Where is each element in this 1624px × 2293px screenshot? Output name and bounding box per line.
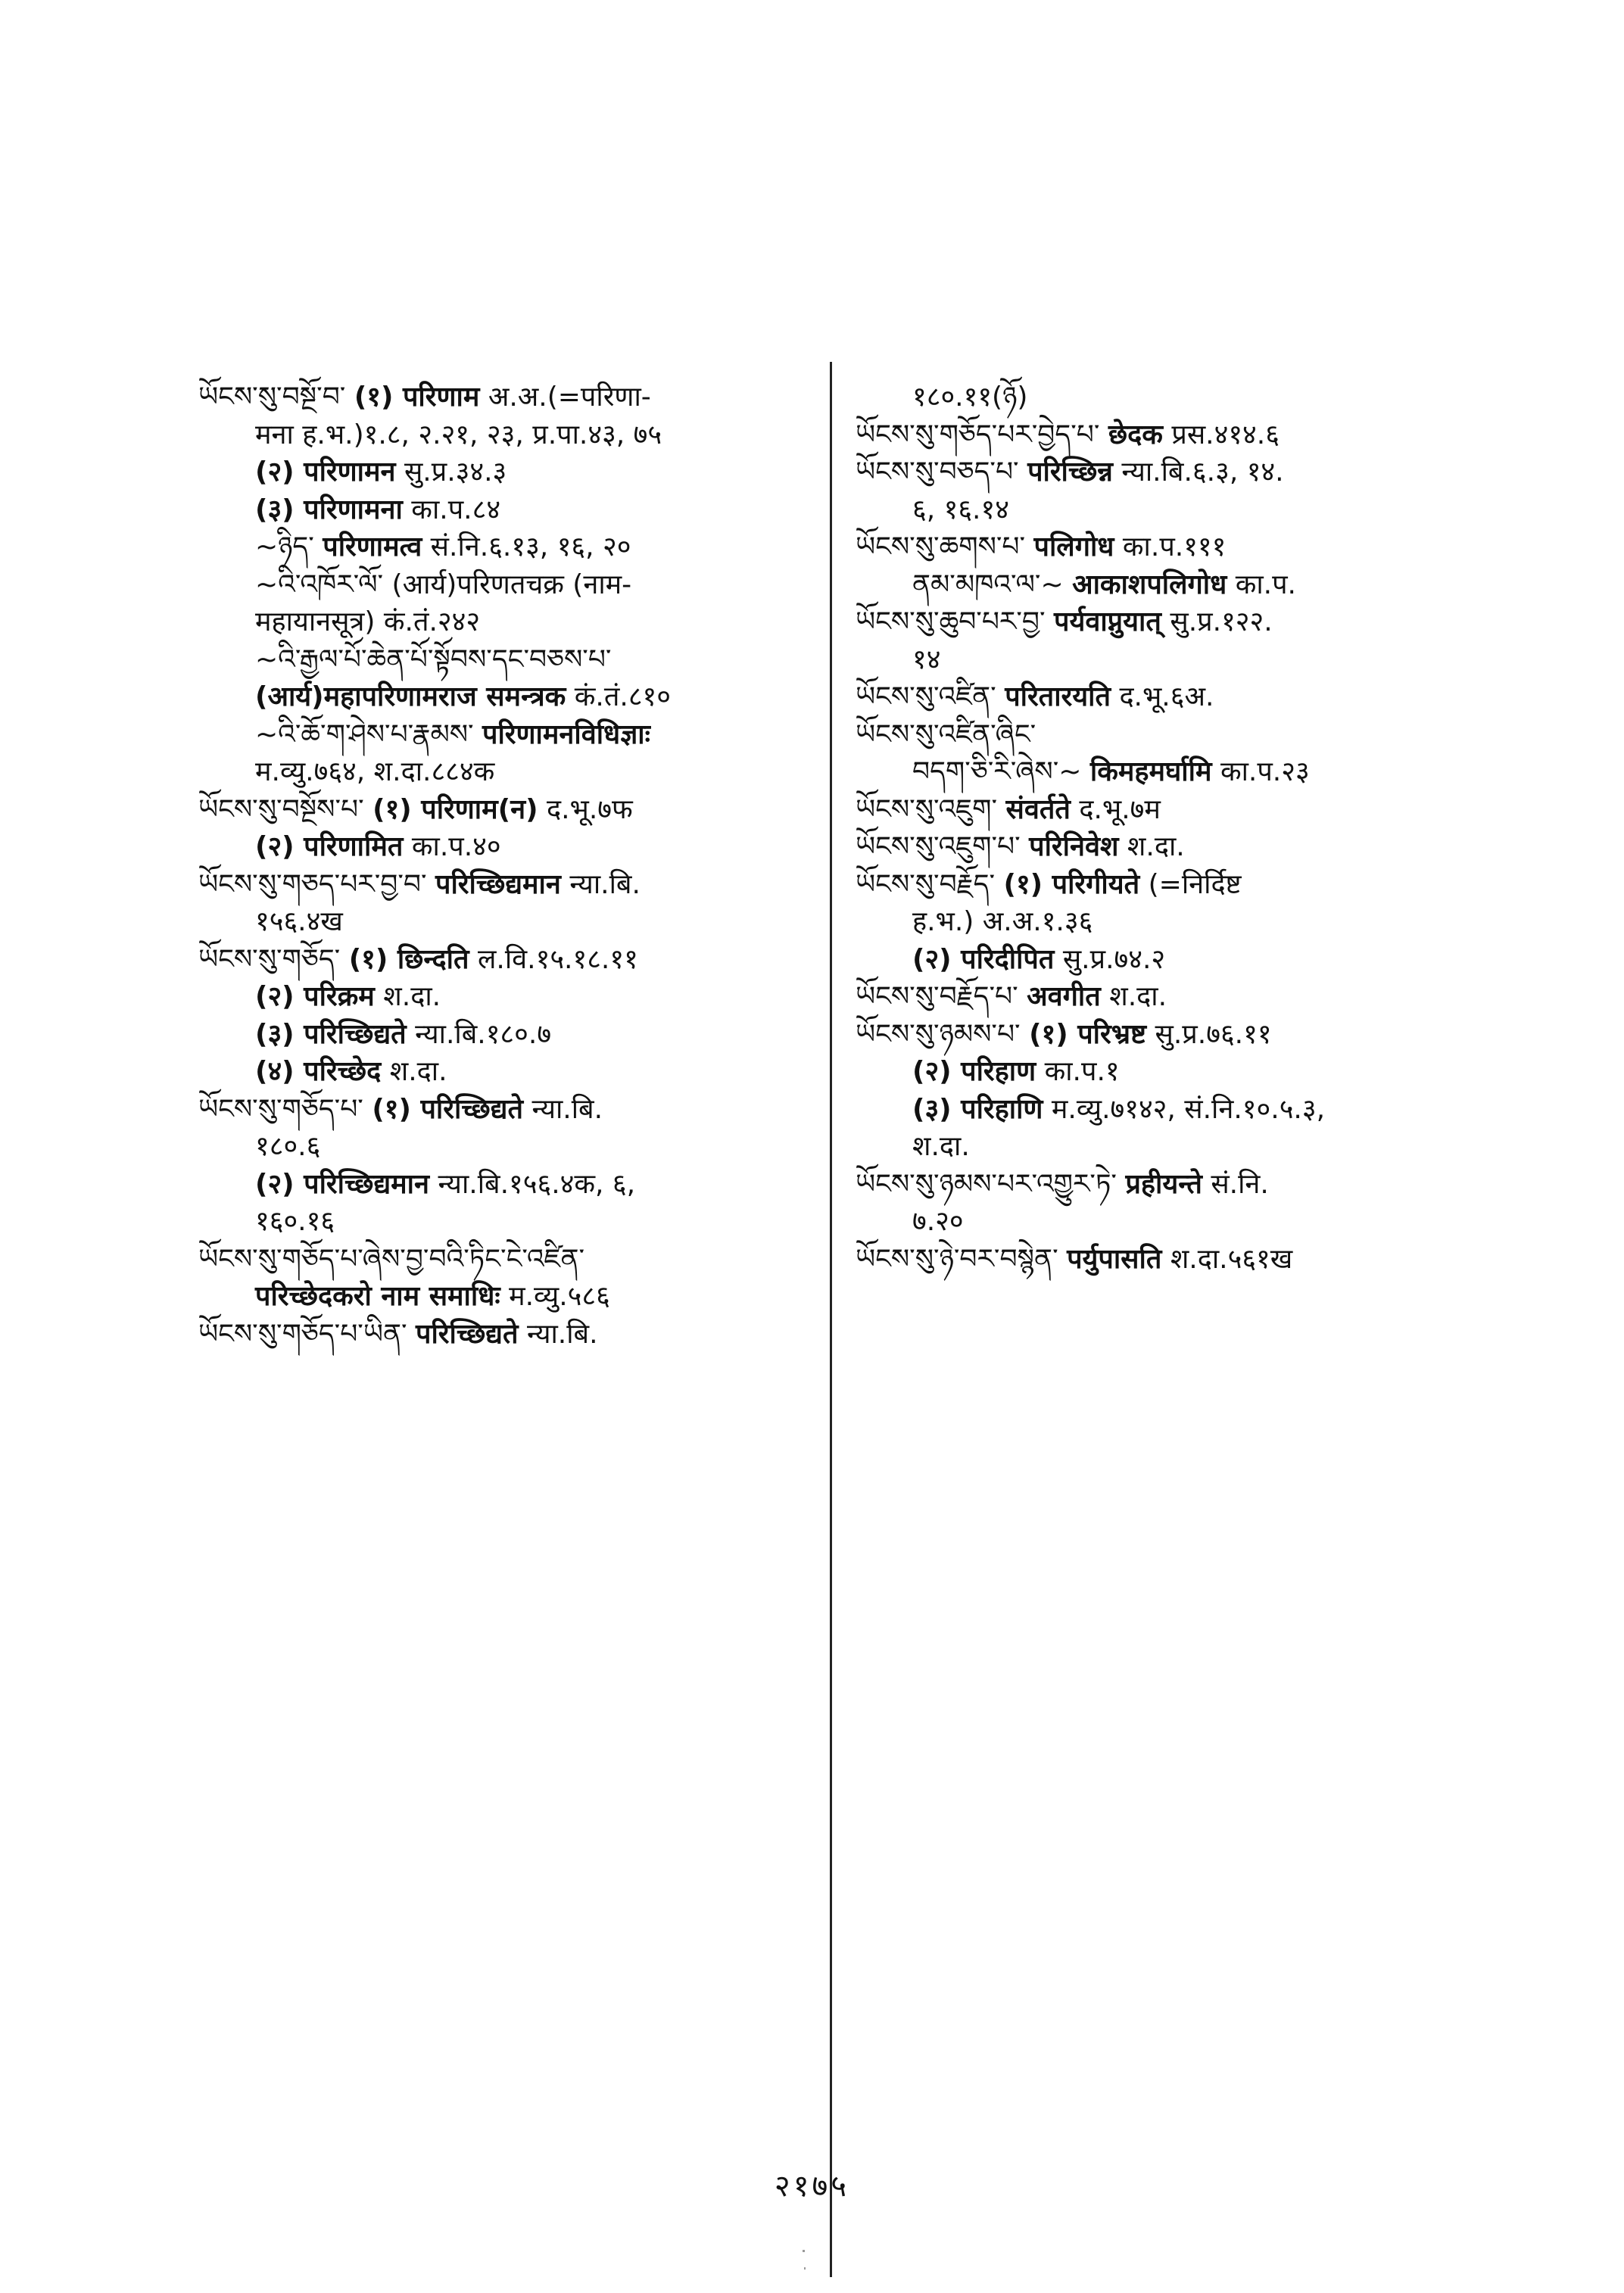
sanskrit-equivalent: परितारयति	[1005, 681, 1111, 712]
sanskrit-equivalent: परिच्छेदकरो नाम समाधिः	[255, 1281, 500, 1312]
entry-line	[198, 903, 827, 941]
entry-line	[856, 566, 1446, 604]
entry-line	[856, 716, 1446, 754]
entry-line	[856, 866, 1446, 904]
tibetan-headword: ཡོངས་སུ་འཛིན་	[856, 681, 996, 712]
source-reference: ६, १६.१४	[912, 494, 1009, 525]
source-reference: १८०.६	[255, 1131, 321, 1162]
entry-line	[198, 866, 827, 904]
entry-line	[856, 491, 1446, 529]
tibetan-headword: ཡོངས་སུ་གཅོད་པ་	[198, 1093, 363, 1125]
source-reference: ह.भ.) अ.अ.१.३६	[912, 906, 1093, 937]
entry-line	[856, 753, 1446, 791]
sanskrit-equivalent: (३) परिच्छिद्यते	[255, 1018, 407, 1050]
entry-line	[856, 978, 1446, 1016]
tibetan-headword: བདག་ཅི་རི་ཞེས་~	[912, 756, 1082, 787]
entry-line	[856, 641, 1446, 679]
sanskrit-equivalent: (३) परिणामना	[255, 494, 403, 525]
entry-line	[856, 1016, 1446, 1054]
tibetan-headword: ཡོངས་སུ་གཅོད་པར་བྱེད་པ་	[856, 419, 1100, 450]
source-reference: १४	[912, 643, 941, 675]
source-reference: श.दा.	[383, 981, 441, 1012]
sanskrit-equivalent: (१) परिभ्रष्ट	[1029, 1018, 1147, 1050]
entry-line	[856, 828, 1446, 866]
entry-line	[856, 678, 1446, 716]
tibetan-headword: ཡོངས་སུ་ཉམས་པར་འགྱུར་ཏེ་	[856, 1168, 1117, 1200]
tibetan-headword: ཡོངས་སུ་བརྗོད་	[856, 868, 996, 900]
source-reference: द.भू.७म	[1079, 793, 1161, 825]
sanskrit-equivalent: पर्यवाप्नुयात्	[1054, 606, 1161, 637]
sanskrit-equivalent: (१) परिगीयते	[1003, 868, 1140, 900]
column-divider	[830, 362, 832, 2277]
source-reference: १६०.१६	[255, 1206, 335, 1237]
source-reference: न्या.बि.१८०.७	[415, 1018, 552, 1050]
sanskrit-equivalent: परिणामनविधिज्ञाः	[482, 718, 650, 750]
source-reference: द.भू.७फ	[547, 793, 633, 825]
entry-line	[198, 1091, 827, 1129]
sanskrit-equivalent: (४) परिच्छेद	[255, 1056, 382, 1087]
tibetan-headword: ནམ་མཁའ་ལ་~	[912, 569, 1064, 600]
tibetan-headword: ~ཉིད་	[255, 531, 314, 562]
entry-line	[198, 1128, 827, 1166]
tibetan-headword: ཡོངས་སུ་གཅོད་པ་ཡིན་	[198, 1318, 407, 1350]
entry-line	[856, 1091, 1446, 1129]
source-reference: म.व्यु.७१४२, सं.नि.१०.५.३,	[1051, 1093, 1326, 1125]
entry-line	[198, 1053, 827, 1091]
tibetan-headword: ཡོངས་སུ་ཉམས་པ་	[856, 1018, 1021, 1050]
tibetan-headword: ཡོངས་སུ་གཅོད་པ་ཞེས་བྱ་བའི་ཏིང་ངེ་འཛིན་	[198, 1243, 585, 1275]
sanskrit-equivalent: (२) परिच्छिद्यमान	[255, 1168, 429, 1200]
source-reference: का.प.८४	[411, 494, 501, 525]
entry-line	[856, 1166, 1446, 1204]
source-reference: का.प.	[1235, 569, 1296, 600]
sanskrit-equivalent: अवगीत	[1027, 981, 1101, 1012]
source-reference: सं.नि.६.१३, १६, २०	[430, 531, 631, 562]
entry-line	[856, 1241, 1446, 1279]
sanskrit-equivalent: (२) परिणामन	[255, 456, 396, 488]
sanskrit-equivalent: किमहमर्घामि	[1089, 756, 1212, 787]
source-reference: (=निर्दिष्ट	[1148, 868, 1242, 900]
tibetan-headword: ཡོངས་སུ་བསྔོས་པ་	[198, 793, 364, 825]
entry-line	[856, 1203, 1446, 1241]
sanskrit-equivalent: पर्युपासति	[1067, 1243, 1162, 1275]
sanskrit-equivalent: परिनिवेश	[1029, 831, 1119, 862]
entry-line	[856, 453, 1446, 491]
sanskrit-equivalent: (१) छिन्दति	[348, 943, 469, 975]
sanskrit-equivalent: (२) परिदीपित	[912, 943, 1055, 975]
source-reference: न्या.बि.	[531, 1093, 603, 1125]
sanskrit-equivalent: परिच्छिन्न	[1027, 456, 1113, 488]
entry-line	[856, 416, 1446, 454]
entry-line	[856, 379, 1446, 416]
entry-line	[198, 603, 827, 641]
sanskrit-equivalent: परिच्छिद्यते	[416, 1318, 519, 1350]
entry-line	[198, 491, 827, 529]
source-reference: अ.अ.(=परिणा-	[488, 382, 651, 413]
source-reference: कं.तं.८१०	[574, 681, 671, 712]
tibetan-headword: ཡོངས་སུ་བསྔོ་བ་	[198, 382, 346, 413]
entry-line	[198, 1241, 827, 1279]
source-reference: द.भू.६अ.	[1119, 681, 1214, 712]
entry-line	[198, 1316, 827, 1354]
entry-line	[198, 379, 827, 416]
sanskrit-equivalent: (२) परिक्रम	[255, 981, 375, 1012]
source-reference: म.व्यु.५८६	[509, 1281, 610, 1312]
entry-line	[856, 941, 1446, 979]
tibetan-headword: ཡོངས་སུ་བཅད་པ་	[856, 456, 1019, 488]
print-speck	[803, 2250, 805, 2252]
entry-line	[198, 453, 827, 491]
tibetan-headword: ~འི་རྒྱལ་པོ་ཆེན་པོ་སྟོབས་དང་བཅས་པ་	[255, 643, 612, 675]
sanskrit-equivalent: (१) परिणाम	[354, 382, 480, 413]
entry-line	[198, 641, 827, 679]
tibetan-headword: ཡོངས་སུ་འཛིན་ཞིང་	[856, 718, 1036, 750]
sanskrit-equivalent: छेदक	[1108, 419, 1163, 450]
sanskrit-equivalent: संवर्तते	[1005, 793, 1071, 825]
tibetan-headword: ཡོངས་སུ་བརྗོད་པ་	[856, 981, 1018, 1012]
source-reference: मना ह.भ.)१.८, २.२१, २३, प्र.पा.४३, ७५	[255, 419, 662, 450]
source-reference: का.प.१	[1044, 1056, 1120, 1087]
page-number: २१७५	[774, 2169, 850, 2204]
entry-line	[198, 1016, 827, 1054]
source-reference: का.प.२३	[1220, 756, 1310, 787]
tibetan-headword: ~འི་འཁོར་ལོ་	[255, 569, 384, 600]
entry-line	[198, 678, 827, 716]
source-reference: १८०.११(ཉོ)	[912, 382, 1028, 413]
tibetan-headword: ཡོངས་སུ་ཆགས་པ་	[856, 531, 1026, 562]
source-reference: न्या.बि.१५६.४क, ६,	[438, 1168, 636, 1200]
sanskrit-equivalent: (१) परिच्छिद्यते	[372, 1093, 523, 1125]
entry-line	[198, 1278, 827, 1316]
tibetan-headword: ཡོངས་སུ་འཇུག་	[856, 793, 998, 825]
tibetan-headword: ཡོངས་སུ་གཅད་པར་བྱ་བ་	[198, 868, 427, 900]
source-reference: श.दा.	[1109, 981, 1167, 1012]
tibetan-headword: ཡོངས་སུ་ཆུབ་པར་བྱ་	[856, 606, 1046, 637]
tibetan-headword: ཡོངས་སུ་གཅོད་	[198, 943, 341, 975]
source-reference: श.दा.	[912, 1131, 970, 1162]
sanskrit-equivalent: प्रहीयन्ते	[1125, 1168, 1202, 1200]
tibetan-headword: ~འི་ཆོ་ག་ཤེས་པ་རྣམས་	[255, 718, 474, 750]
source-reference: १५६.४ख	[255, 906, 343, 937]
right-column	[856, 379, 1446, 1278]
sanskrit-equivalent: परिणामत्व	[323, 531, 422, 562]
entry-line	[856, 1128, 1446, 1166]
source-reference: न्या.बि.६.३, १४.	[1121, 456, 1284, 488]
entry-line	[198, 791, 827, 829]
entry-line	[198, 528, 827, 566]
entry-line	[198, 941, 827, 979]
source-reference: न्या.बि.	[569, 868, 641, 900]
sanskrit-equivalent: आकाशपलिगोध	[1072, 569, 1227, 600]
left-column	[198, 379, 827, 1353]
sanskrit-equivalent: पलिगोध	[1033, 531, 1114, 562]
entry-line	[198, 1203, 827, 1241]
source-reference: (आर्य)परिणतचक्र (नाम-	[391, 569, 632, 600]
source-reference: प्रस.४१४.६	[1171, 419, 1280, 450]
source-reference: श.दा.	[389, 1056, 447, 1087]
entry-line	[856, 1053, 1446, 1091]
sanskrit-equivalent: परिच्छिद्यमान	[435, 868, 561, 900]
sanskrit-equivalent: (२) परिणामित	[255, 831, 404, 862]
source-reference: श.दा.	[1127, 831, 1185, 862]
source-reference: महायानसूत्र) कं.तं.२४२	[255, 606, 481, 637]
sanskrit-equivalent: (३) परिहाणि	[912, 1093, 1043, 1125]
entry-line	[198, 416, 827, 454]
source-reference: का.प.१११	[1122, 531, 1227, 562]
source-reference: श.दा.५६१ख	[1170, 1243, 1293, 1275]
source-reference: सु.प्र.३४.३	[404, 456, 507, 488]
entry-line	[198, 978, 827, 1016]
entry-line	[198, 1166, 827, 1204]
entry-line	[856, 528, 1446, 566]
entry-line	[198, 716, 827, 754]
source-reference: सं.नि.	[1211, 1168, 1269, 1200]
entry-line	[856, 603, 1446, 641]
tibetan-headword: ཡོངས་སུ་འཇུག་པ་	[856, 831, 1021, 862]
entry-line	[198, 566, 827, 604]
entry-line	[198, 753, 827, 791]
entry-line	[198, 828, 827, 866]
sanskrit-equivalent: (आर्य)महापरिणामराज समन्त्रक	[255, 681, 566, 712]
sanskrit-equivalent: (१) परिणाम(न)	[372, 793, 538, 825]
sanskrit-equivalent: (२) परिहाण	[912, 1056, 1036, 1087]
source-reference: म.व्यु.७६४, श.दा.८८४क	[255, 756, 495, 787]
source-reference: का.प.४०	[411, 831, 501, 862]
print-speck	[804, 2267, 806, 2270]
source-reference: ल.वि.१५.१८.११	[477, 943, 638, 975]
source-reference: न्या.बि.	[526, 1318, 598, 1350]
source-reference: ७.२०	[912, 1206, 964, 1237]
source-reference: सु.प्र.१२२.	[1170, 606, 1273, 637]
source-reference: सु.प्र.७४.२	[1062, 943, 1166, 975]
entry-line	[856, 791, 1446, 829]
source-reference: सु.प्र.७६.११	[1155, 1018, 1272, 1050]
tibetan-headword: ཡོངས་སུ་ཉེ་བར་བསྙེན་	[856, 1243, 1058, 1275]
entry-line	[856, 903, 1446, 941]
